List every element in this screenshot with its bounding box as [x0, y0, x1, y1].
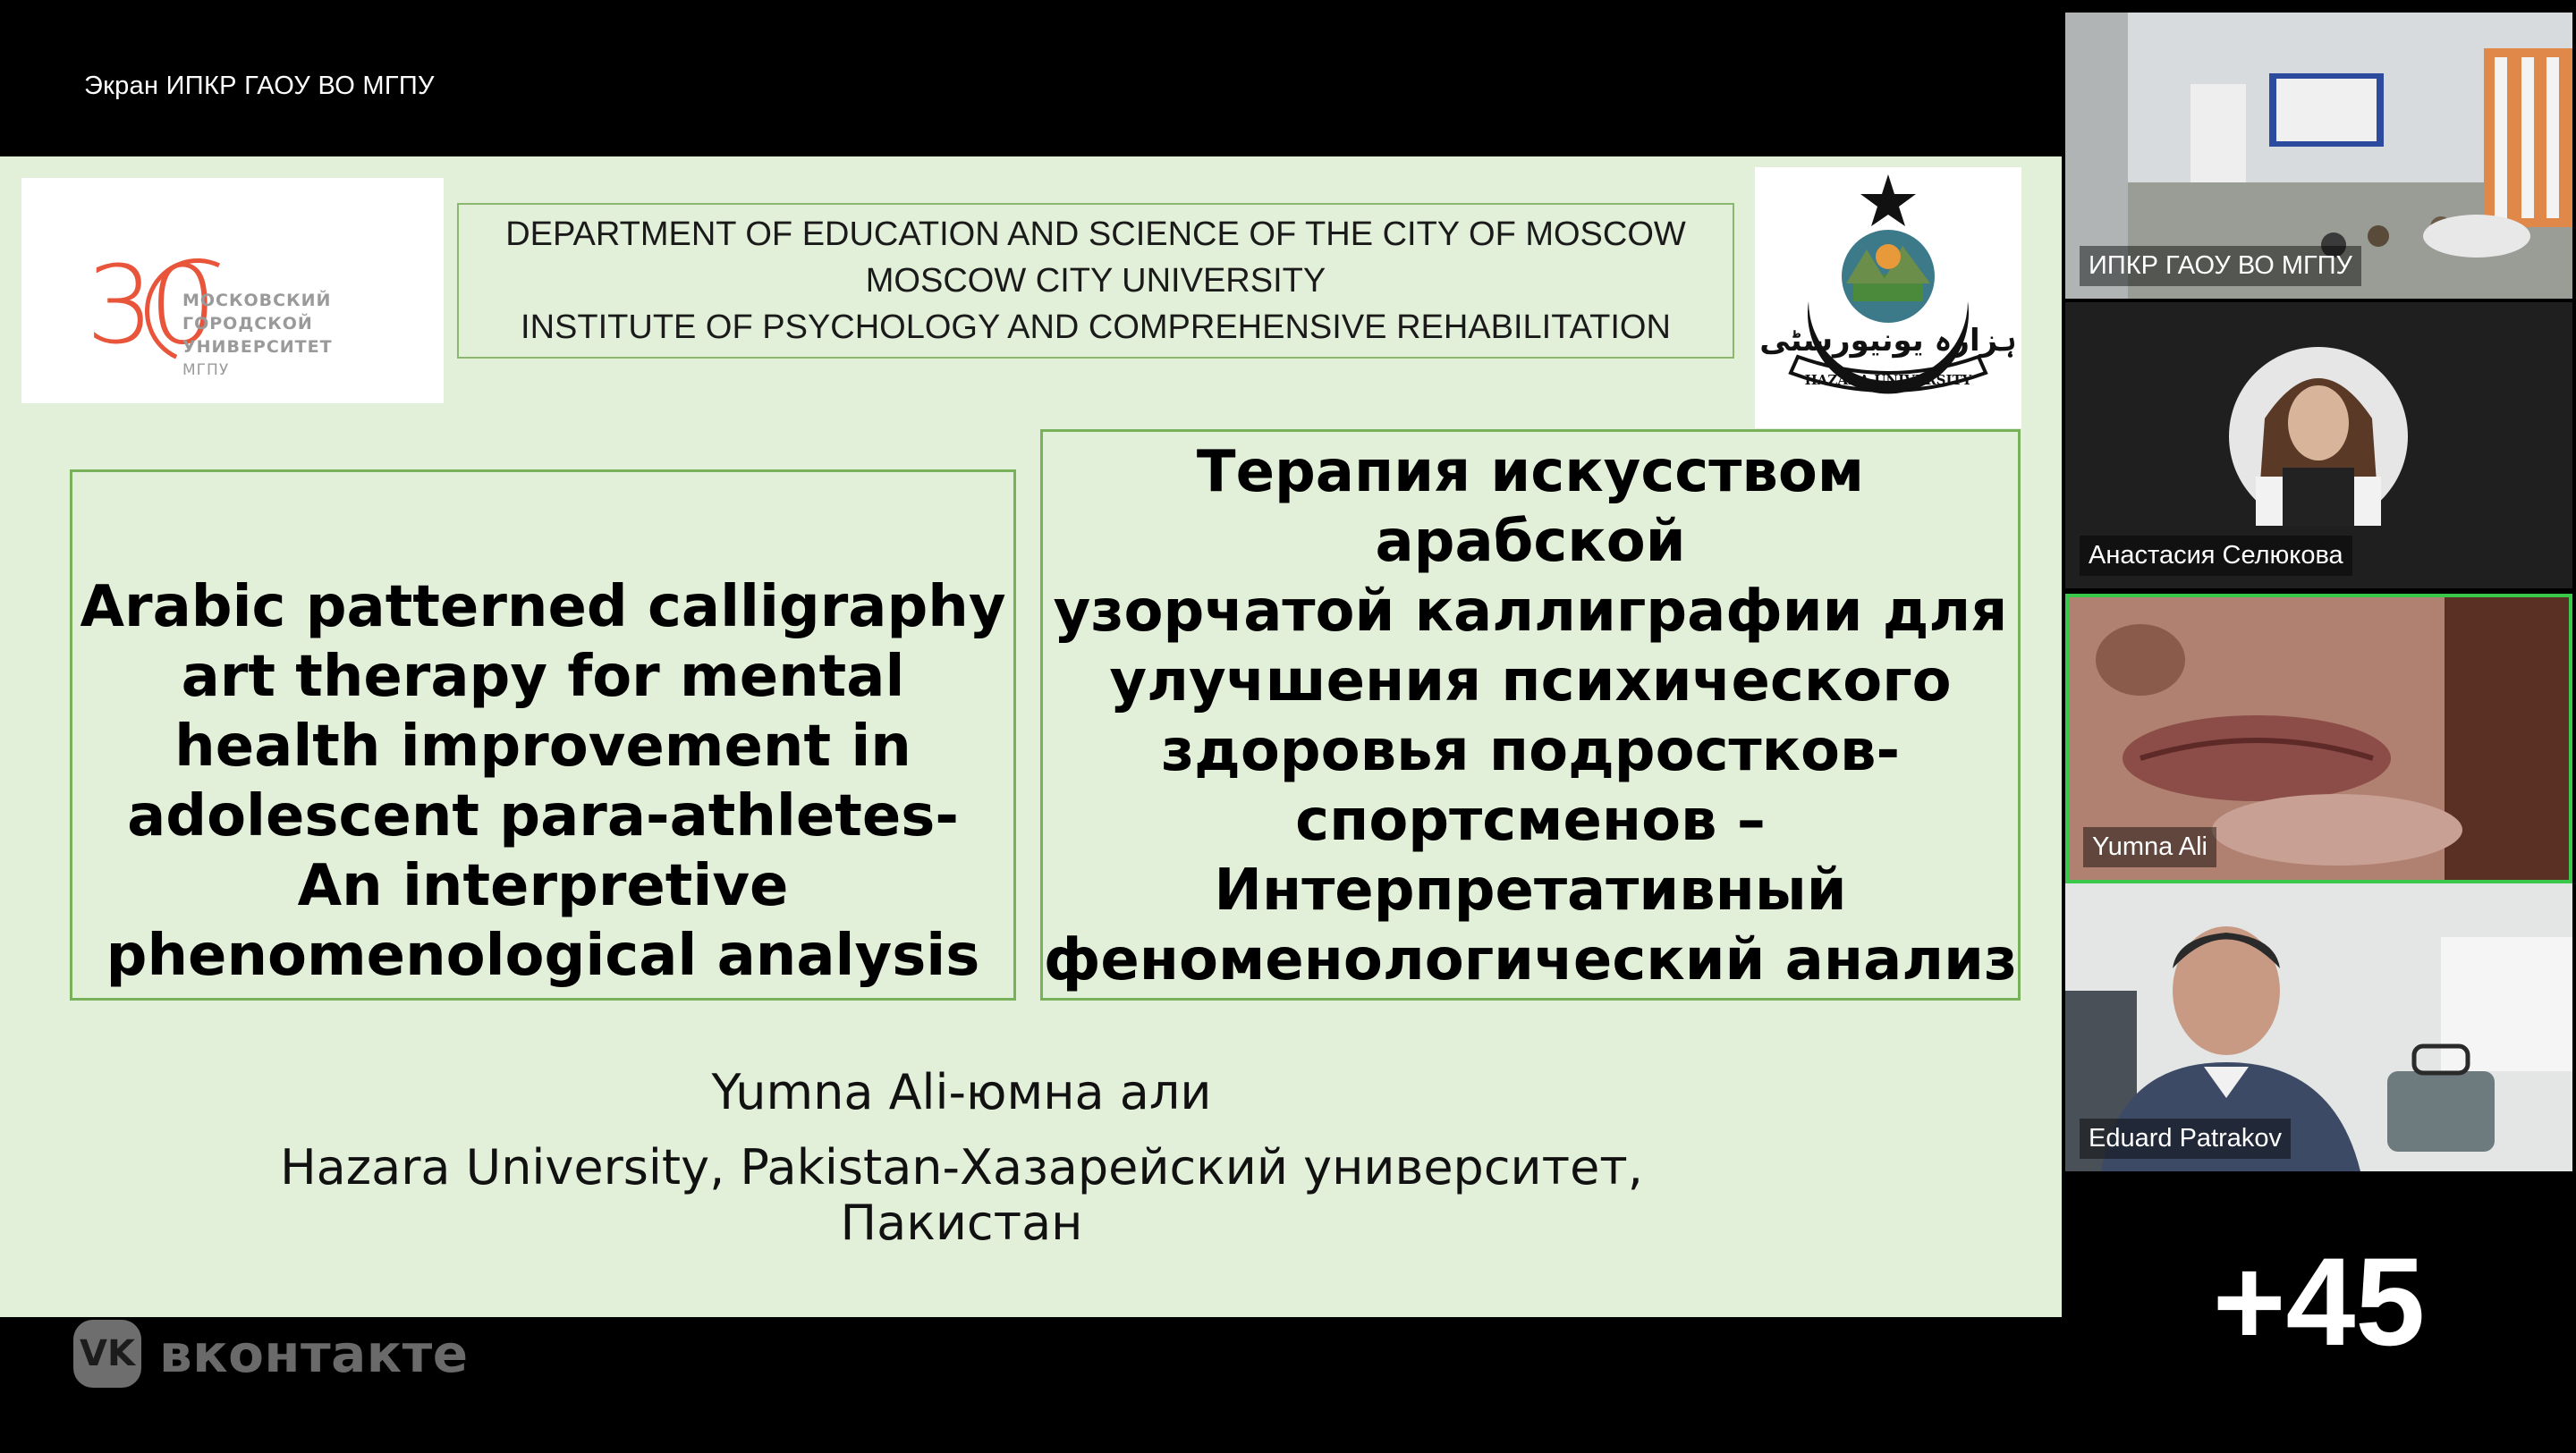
- participant-name: Анастасия Селюкова: [2080, 536, 2352, 576]
- department-header: [457, 203, 1734, 359]
- mgpu-logo-line: МГПУ: [182, 361, 230, 379]
- title-en-line: adolescent para-athletes-: [127, 783, 959, 849]
- mgpu-logo-line: УНИВЕРСИТЕТ: [182, 337, 333, 357]
- participant-name: Eduard Patrakov: [2080, 1119, 2291, 1159]
- more-participants-count[interactable]: +45: [2212, 1231, 2426, 1372]
- hazara-university-logo: [1755, 167, 2021, 428]
- department-line: INSTITUTE OF PSYCHOLOGY AND COMPREHENSIVE REHABILITATION: [521, 308, 1671, 346]
- participant-name: ИПКР ГАОУ ВО МГПУ: [2080, 246, 2361, 286]
- title-ru-line: Терапия искусством: [1196, 439, 1865, 505]
- vk-logo-icon: VK: [73, 1320, 141, 1388]
- title-ru-line: узорчатой каллиграфии для: [1053, 579, 2008, 645]
- title-en-line: phenomenological analysis: [106, 923, 980, 989]
- mgpu-logo-number: 30: [86, 244, 212, 368]
- participant-name: Yumna Ali: [2083, 827, 2216, 867]
- vk-watermark-text: вконтакте: [159, 1323, 469, 1384]
- participant-tile-active-speaker[interactable]: [2065, 594, 2572, 883]
- participant-tile[interactable]: [2065, 302, 2572, 588]
- title-ru-line: Интерпретативный: [1214, 857, 1847, 924]
- hazara-emblem-icon: [1755, 167, 2021, 428]
- mgpu-logo-line: МОСКОВСКИЙ: [182, 291, 332, 310]
- title-ru-line: улучшения психического: [1109, 648, 1952, 714]
- title-english: [70, 469, 1016, 1001]
- title-ru-line: феноменологический анализ: [1043, 927, 2018, 993]
- screen-share-label: Экран ИПКР ГАОУ ВО МГПУ: [84, 72, 435, 100]
- affiliation-line: Пакистан: [840, 1195, 1083, 1251]
- author-name: Yumna Ali-юмна али: [711, 1064, 1212, 1120]
- participant-tile[interactable]: [2065, 883, 2572, 1171]
- mgpu-logo-text: [182, 289, 333, 382]
- title-ru-line: здоровья подростков-: [1160, 718, 1901, 784]
- hazara-logo-caption: HAZARA UNIVERSITY: [1804, 372, 1972, 388]
- title-en-line: art therapy for mental: [181, 644, 905, 710]
- hazara-logo-arabic: ہزارہ یونیورسٹی: [1759, 323, 2017, 359]
- mgpu-logo-line: ГОРОДСКОЙ: [182, 314, 313, 334]
- department-line: MOSCOW CITY UNIVERSITY: [865, 262, 1326, 300]
- title-ru-line: спортсменов –: [1295, 788, 1766, 854]
- presentation-slide: [0, 156, 2062, 1317]
- mgpu-logo: [21, 178, 444, 403]
- title-ru-line: арабской: [1375, 509, 1686, 575]
- title-en-line: Arabic patterned calligraphy: [80, 574, 1006, 640]
- affiliation-line: Hazara University, Pakistan-Хазарейский университет,: [280, 1139, 1643, 1195]
- department-line: DEPARTMENT OF EDUCATION AND SCIENCE OF THE CITY OF MOSCOW: [505, 215, 1686, 253]
- title-russian: [1040, 429, 2021, 1001]
- vk-watermark: [73, 1319, 469, 1389]
- author-affiliation: [0, 1140, 1923, 1251]
- title-en-line: health improvement in: [174, 714, 911, 780]
- title-en-line: An interpretive: [297, 853, 789, 919]
- participant-tile[interactable]: [2065, 13, 2572, 299]
